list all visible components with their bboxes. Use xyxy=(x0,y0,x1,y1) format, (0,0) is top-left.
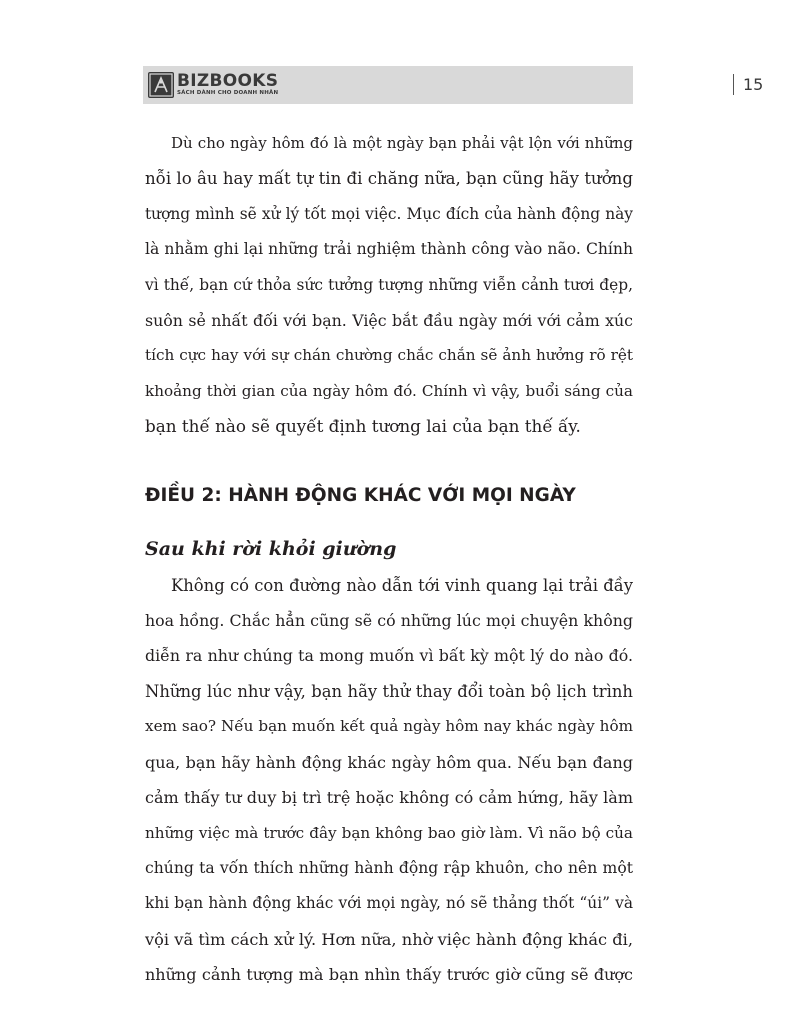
text-line: qua, bạn hãy hành động khác ngày hôm qua. Nếu bạn đang xyxy=(145,752,633,772)
text-line: chúng ta vốn thích những hành động rập khuôn, cho nên một xyxy=(145,858,633,877)
text-line: diễn ra như chúng ta mong muốn vì bất kỳ một lý do nào đó. xyxy=(145,646,633,666)
text-line: tượng mình sẽ xử lý tốt mọi việc. Mục đích của hành động này xyxy=(145,204,633,223)
text-line: vì thế, bạn cứ thỏa sức tưởng tượng những viễn cảnh tươi đẹp, xyxy=(145,275,633,294)
text-line: Không có con đường nào dẫn tới vinh quang lại trải đầy xyxy=(171,575,633,595)
page-number: 15 xyxy=(743,75,764,94)
text-line: vội vã tìm cách xử lý. Hơn nữa, nhờ việc hành động khác đi, xyxy=(145,929,633,949)
publisher-logo xyxy=(148,70,278,100)
paragraph-1 xyxy=(145,126,633,445)
running-header xyxy=(143,66,764,104)
text-line: bạn thế nào sẽ quyết định tương lai của bạn thế ấy. xyxy=(145,416,581,437)
text-line: hoa hồng. Chắc hẳn cũng sẽ có những lúc mọi chuyện không xyxy=(145,611,633,631)
text-line: là nhằm ghi lại những trải nghiệm thành công vào não. Chính xyxy=(145,240,633,259)
bizbooks-logo-icon xyxy=(148,72,174,98)
text-line: khi bạn hành động khác với mọi ngày, nó sẽ thảng thốt “úi” và xyxy=(145,894,633,913)
text-line: Dù cho ngày hôm đó là một ngày bạn phải vật lộn với những xyxy=(171,134,633,152)
text-line: Những lúc như vậy, bạn hãy thử thay đổi toàn bộ lịch trình xyxy=(145,681,633,701)
text-line: suôn sẻ nhất đối với bạn. Việc bắt đầu ngày mới với cảm xúc xyxy=(145,311,633,331)
text-line: khoảng thời gian của ngày hôm đó. Chính vì vậy, buổi sáng của xyxy=(145,381,633,400)
text-line: xem sao? Nếu bạn muốn kết quả ngày hôm nay khác ngày hôm xyxy=(145,717,633,736)
subsection-heading: Sau khi rời khỏi giường xyxy=(145,537,397,560)
logo-tagline: SÁCH DÀNH CHO DOANH NHÂN xyxy=(177,90,279,96)
text-line: nỗi lo âu hay mất tự tin đi chăng nữa, bạn cũng hãy tưởng xyxy=(145,169,633,189)
text-line: cảm thấy tư duy bị trì trệ hoặc không có cảm hứng, hãy làm xyxy=(145,788,633,808)
text-line: tích cực hay với sự chán chường chắc chắn sẽ ảnh hưởng rõ rệt xyxy=(145,346,633,365)
logo-name: BIZBOOKS xyxy=(177,71,279,91)
page-number-divider xyxy=(733,74,734,95)
text-line: những việc mà trước đây bạn không bao giờ làm. Vì não bộ của xyxy=(145,823,633,842)
paragraph-2 xyxy=(145,568,633,993)
section-heading: ĐIỀU 2: HÀNH ĐỘNG KHÁC VỚI MỌI NGÀY xyxy=(145,484,576,506)
page-content xyxy=(145,126,633,993)
text-line: những cảnh tượng mà bạn nhìn thấy trước giờ cũng sẽ được xyxy=(145,965,633,985)
